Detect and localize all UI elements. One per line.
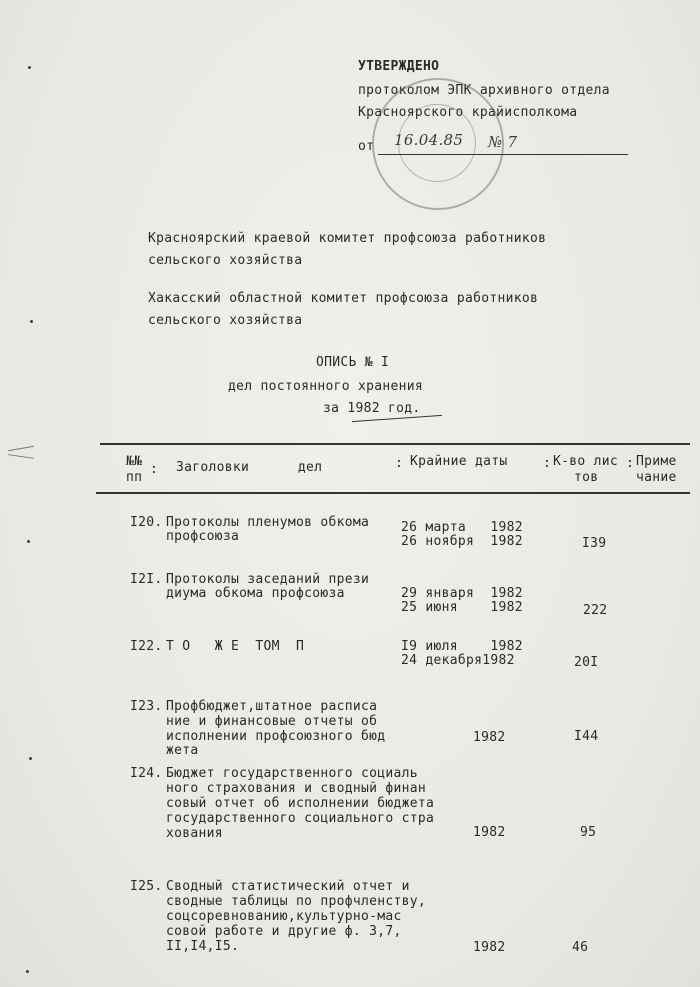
header-title: Заголовки дел: [176, 460, 323, 475]
row-title-line: совой работе и другие ф. 3,7,: [166, 924, 402, 939]
row-number: I23.: [130, 699, 163, 714]
row-sheets: 95: [580, 825, 597, 840]
row-title-line: ного страхования и сводный финан: [166, 781, 427, 796]
org-2-line-1: Хакасский областной комитет профсоюза работников: [148, 291, 539, 306]
org-1-line-1: Красноярский краевой комитет профсоюза работников: [148, 231, 547, 246]
inventory-year: за 1982 год.: [323, 401, 421, 416]
header-sheets-2: тов: [574, 470, 599, 485]
row-sheets: 20I: [574, 655, 599, 670]
row-sheets: I39: [582, 536, 607, 551]
row-number: I20.: [130, 515, 163, 530]
margin-speck: [26, 970, 29, 973]
approval-line-2: Красноярского крайисполкома: [358, 105, 578, 120]
header-num: №№: [126, 454, 143, 469]
row-number: I24.: [130, 766, 163, 781]
row-title-line: исполнении профсоюзного бюд: [166, 729, 386, 744]
row-date-line: 1982: [473, 825, 506, 840]
inventory-subtitle: дел постоянного хранения: [228, 379, 424, 394]
approval-heading: УТВЕРЖДЕНО: [358, 59, 440, 74]
inventory-title: ОПИСЬ № I: [316, 355, 390, 370]
table-top-rule: [100, 443, 690, 445]
row-number: I22.: [130, 639, 163, 654]
header-colon: :: [543, 456, 552, 471]
row-date-line: I9 июля 1982: [401, 639, 523, 654]
row-sheets: I44: [574, 729, 599, 744]
row-date-line: 24 декабря1982: [401, 653, 515, 668]
row-sheets: 222: [583, 603, 608, 618]
margin-speck: [29, 757, 32, 760]
row-title-line: Т О Ж Е ТОМ П: [166, 639, 305, 654]
row-title-line: профсоюза: [166, 529, 240, 544]
row-title-line: Протоколы пленумов обкома: [166, 515, 370, 530]
row-date-line: 25 июня 1982: [401, 600, 523, 615]
row-title-line: Профбюджет,штатное расписа: [166, 699, 378, 714]
margin-speck: [30, 320, 33, 323]
row-title-line: хования: [166, 826, 223, 841]
row-number: I2I.: [130, 572, 163, 587]
approval-number: № 7: [488, 133, 518, 151]
row-title-line: Сводный статистический отчет и: [166, 879, 410, 894]
row-title-line: жета: [166, 743, 199, 758]
row-title-line: диума обкома профсоюза: [166, 586, 345, 601]
row-number: I25.: [130, 879, 163, 894]
row-date-line: 29 января 1982: [401, 586, 523, 601]
row-title-line: государственного социального стра: [166, 811, 435, 826]
row-title-line: ние и финансовые отчеты об: [166, 714, 378, 729]
row-title-line: совый отчет об исполнении бюджета: [166, 796, 435, 811]
row-title-line: II,I4,I5.: [166, 939, 240, 954]
row-sheets: 46: [572, 940, 589, 955]
row-title-line: соцсоревнованию,культурно-мас: [166, 909, 402, 924]
margin-speck: [28, 66, 31, 69]
approval-date: 16.04.85: [394, 131, 464, 149]
row-date-line: 1982: [473, 730, 506, 745]
header-num-2: пп: [126, 470, 143, 485]
header-notes: Приме: [636, 454, 677, 469]
table-header-rule: [96, 492, 690, 494]
row-title-line: Бюджет государственного социаль: [166, 766, 418, 781]
header-sheets: К-во лис: [553, 454, 619, 469]
row-title-line: сводные таблицы по профчленству,: [166, 894, 427, 909]
org-2-line-2: сельского хозяйства: [148, 313, 303, 328]
approval-date-prefix: от: [358, 139, 375, 154]
row-title-line: Протоколы заседаний прези: [166, 572, 370, 587]
approval-line-1: протоколом ЭПК архивного отдела: [358, 83, 610, 98]
org-1-line-2: сельского хозяйства: [148, 253, 303, 268]
staple-mark: [0, 440, 40, 470]
margin-speck: [27, 540, 30, 543]
header-colon: :: [395, 456, 404, 471]
header-colon: :: [626, 456, 635, 471]
header-colon: :: [150, 462, 159, 477]
official-seal-icon: [372, 78, 504, 210]
header-dates: Крайние даты: [410, 454, 508, 469]
row-date-line: 26 марта 1982: [401, 520, 523, 535]
row-date-line: 26 ноября 1982: [401, 534, 523, 549]
header-notes-2: чание: [636, 470, 677, 485]
row-date-line: 1982: [473, 940, 506, 955]
